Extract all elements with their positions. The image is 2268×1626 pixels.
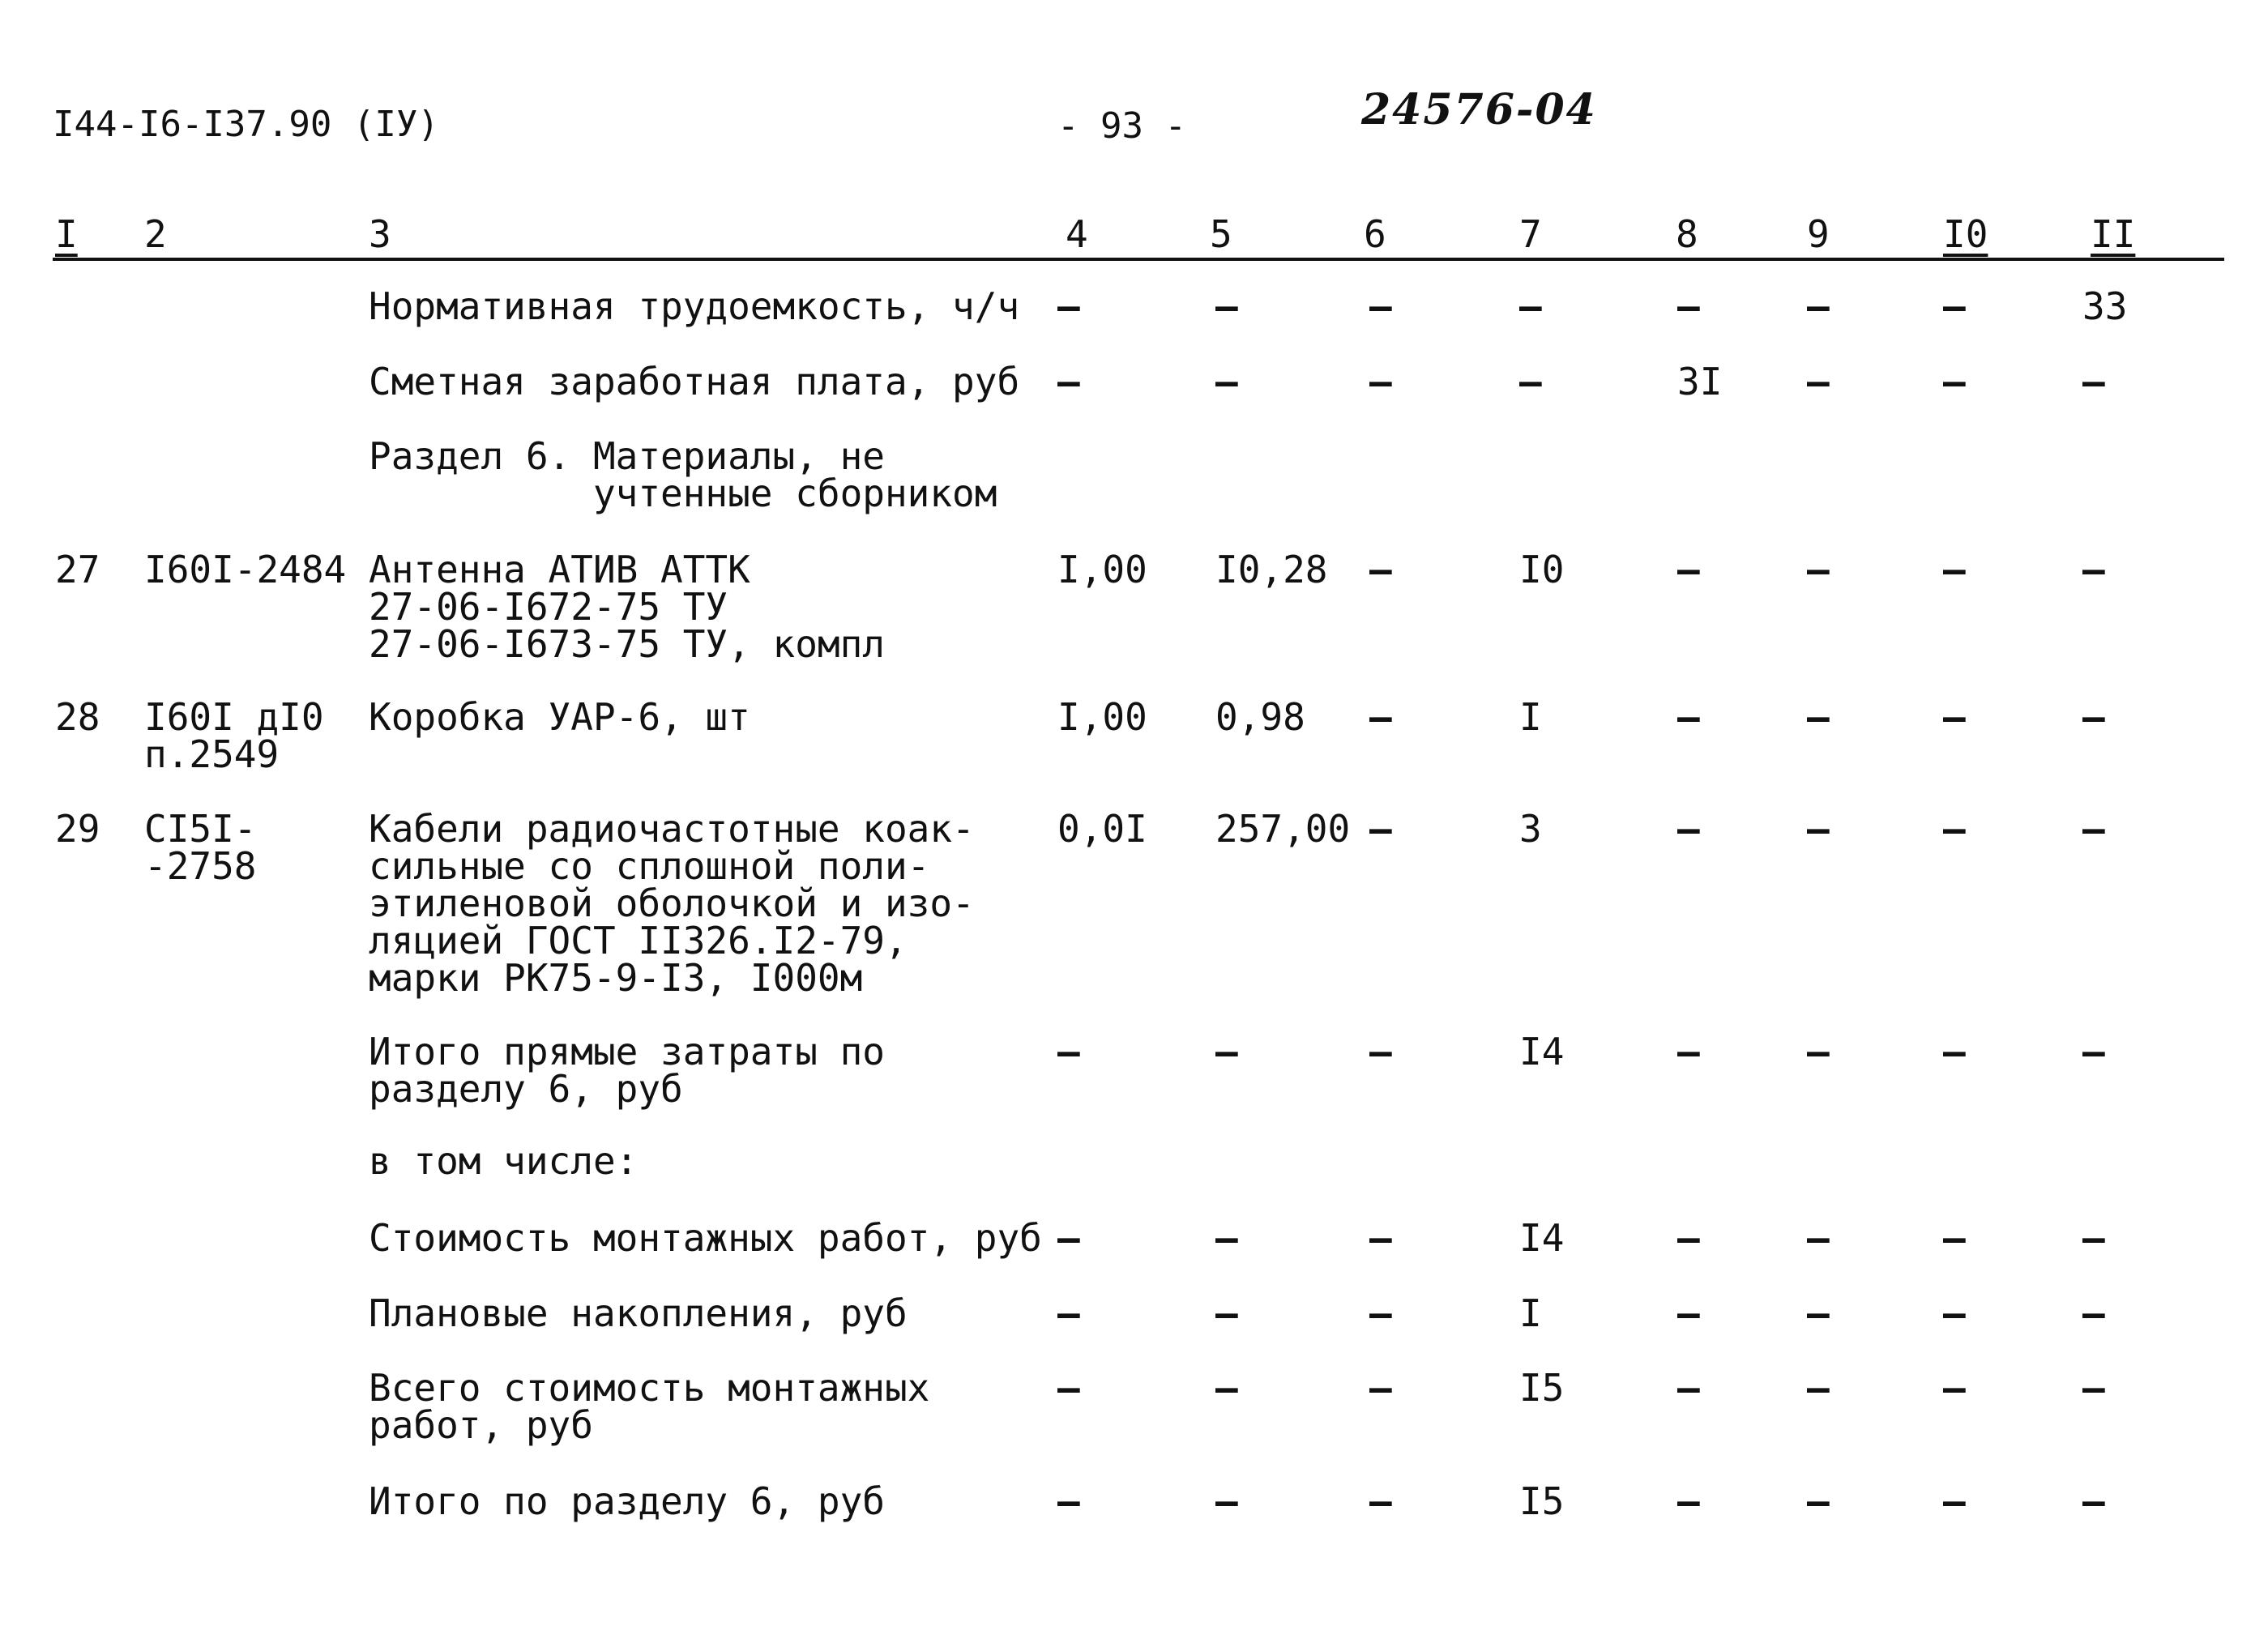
cell-col-8: 3I <box>1677 360 1723 403</box>
cell-col-6: – <box>1369 284 1392 328</box>
cell-col-7: – <box>1519 284 1542 328</box>
cell-col-5: 257,00 <box>1215 807 1351 851</box>
cell-col-11: – <box>2082 360 2105 403</box>
cell-col-4: – <box>1057 1291 1080 1335</box>
cell-col-10: – <box>1943 695 1966 739</box>
cell-col-8: – <box>1677 548 1700 591</box>
cell-col-4: 0,0I <box>1057 807 1147 851</box>
cell-col-1: 29 <box>55 807 100 851</box>
cell-col-11: – <box>2082 695 2105 739</box>
cell-col-9: – <box>1807 807 1830 851</box>
cell-col-3: Сметная заработная плата, руб <box>369 360 1020 403</box>
column-header-10: I0 <box>1943 212 1988 256</box>
column-header-7: 7 <box>1519 212 1542 256</box>
cell-col-6: – <box>1369 1291 1392 1335</box>
cell-col-8: – <box>1677 284 1700 328</box>
cell-col-6: – <box>1369 1216 1392 1260</box>
cell-col-9: – <box>1807 1291 1830 1335</box>
cell-col-10: – <box>1943 1030 1966 1073</box>
cell-col-8: – <box>1677 1366 1700 1410</box>
cell-col-8: – <box>1677 1030 1700 1073</box>
column-header-1: I <box>55 212 78 256</box>
cell-col-3: Итого по разделу 6, руб <box>369 1479 885 1523</box>
cell-col-7: I0 <box>1519 548 1565 591</box>
cell-col-4: – <box>1057 1030 1080 1073</box>
cell-col-7: I5 <box>1519 1479 1565 1523</box>
cell-col-3: Раздел 6. Материалы, не учтенные сборником <box>369 434 997 515</box>
cell-col-2: I60I-2484 <box>144 548 347 591</box>
cell-col-6: – <box>1369 807 1392 851</box>
cell-col-9: – <box>1807 360 1830 403</box>
cell-col-10: – <box>1943 284 1966 328</box>
cell-col-11: – <box>2082 1479 2105 1523</box>
cell-col-8: – <box>1677 1216 1700 1260</box>
cell-col-5: – <box>1215 1479 1238 1523</box>
cell-col-2: I60I дI0 п.2549 <box>144 695 324 776</box>
page-number: - 93 - <box>1057 105 1186 147</box>
cell-col-11: – <box>2082 807 2105 851</box>
cell-col-5: – <box>1215 1030 1238 1073</box>
cell-col-5: – <box>1215 284 1238 328</box>
cell-col-3: Кабели радиочастотные коак- сильные со сплошной поли- этиленовой оболочкой и изо- ляцией ГОСТ II326.I2-79, марки РК75-9-I3, I000м <box>369 807 975 1000</box>
cell-col-4: – <box>1057 1366 1080 1410</box>
cell-col-11: 33 <box>2082 284 2128 328</box>
cell-col-4: I,00 <box>1057 695 1147 739</box>
cell-col-10: – <box>1943 360 1966 403</box>
cell-col-7: – <box>1519 360 1542 403</box>
cell-col-5: I0,28 <box>1215 548 1328 591</box>
column-header-5: 5 <box>1210 212 1232 256</box>
column-header-4: 4 <box>1066 212 1088 256</box>
column-header-11: II <box>2091 212 2136 256</box>
cell-col-1: 27 <box>55 548 100 591</box>
column-header-6: 6 <box>1364 212 1386 256</box>
column-header-2: 2 <box>144 212 167 256</box>
cell-col-3: Плановые накопления, руб <box>369 1291 908 1335</box>
cell-col-9: – <box>1807 1030 1830 1073</box>
cell-col-7: I <box>1519 695 1542 739</box>
cell-col-3: Стоимость монтажных работ, руб <box>369 1216 1042 1260</box>
cell-col-11: – <box>2082 1291 2105 1335</box>
cell-col-5: – <box>1215 1366 1238 1410</box>
cell-col-6: – <box>1369 1030 1392 1073</box>
cell-col-10: – <box>1943 1366 1966 1410</box>
cell-col-11: – <box>2082 1366 2105 1410</box>
header-divider <box>53 258 2224 261</box>
cell-col-8: – <box>1677 1479 1700 1523</box>
cell-col-6: – <box>1369 1366 1392 1410</box>
cell-col-10: – <box>1943 1291 1966 1335</box>
cell-col-3: Антенна АТИВ АТТК 27-06-I672-75 ТУ 27-06-I673-75 ТУ, компл <box>369 548 885 666</box>
handwritten-document-number: 24576-04 <box>1361 85 1597 134</box>
cell-col-7: I <box>1519 1291 1542 1335</box>
cell-col-5: 0,98 <box>1215 695 1305 739</box>
cell-col-3: в том числе: <box>369 1139 639 1183</box>
cell-col-10: – <box>1943 807 1966 851</box>
column-header-3: 3 <box>369 212 391 256</box>
cell-col-8: – <box>1677 807 1700 851</box>
cell-col-9: – <box>1807 284 1830 328</box>
cell-col-5: – <box>1215 1216 1238 1260</box>
cell-col-9: – <box>1807 695 1830 739</box>
cell-col-3: Всего стоимость монтажных работ, руб <box>369 1366 930 1447</box>
column-header-8: 8 <box>1676 212 1698 256</box>
cell-col-7: I5 <box>1519 1366 1565 1410</box>
cell-col-11: – <box>2082 1216 2105 1260</box>
cell-col-2: CI5I- -2758 <box>144 807 257 888</box>
cell-col-4: – <box>1057 360 1080 403</box>
cell-col-9: – <box>1807 1366 1830 1410</box>
cell-col-3: Итого прямые затраты по разделу 6, руб <box>369 1030 885 1111</box>
cell-col-10: – <box>1943 1479 1966 1523</box>
cell-col-4: – <box>1057 1479 1080 1523</box>
cell-col-1: 28 <box>55 695 100 739</box>
cell-col-11: – <box>2082 548 2105 591</box>
column-header-9: 9 <box>1807 212 1830 256</box>
cell-col-6: – <box>1369 1479 1392 1523</box>
cell-col-5: – <box>1215 1291 1238 1335</box>
cell-col-7: 3 <box>1519 807 1542 851</box>
cell-col-10: – <box>1943 1216 1966 1260</box>
cell-col-10: – <box>1943 548 1966 591</box>
document-code: I44-I6-I37.90 (IУ) <box>53 104 439 145</box>
cell-col-3: Коробка УАР-6, шт <box>369 695 750 739</box>
cell-col-4: – <box>1057 284 1080 328</box>
cell-col-6: – <box>1369 548 1392 591</box>
cell-col-9: – <box>1807 548 1830 591</box>
cell-col-5: – <box>1215 360 1238 403</box>
cell-col-4: I,00 <box>1057 548 1147 591</box>
cell-col-11: – <box>2082 1030 2105 1073</box>
cell-col-7: I4 <box>1519 1216 1565 1260</box>
cell-col-3: Нормативная трудоемкость, ч/ч <box>369 284 1020 328</box>
cell-col-9: – <box>1807 1216 1830 1260</box>
cell-col-8: – <box>1677 695 1700 739</box>
cell-col-6: – <box>1369 360 1392 403</box>
cell-col-6: – <box>1369 695 1392 739</box>
cell-col-8: – <box>1677 1291 1700 1335</box>
cell-col-4: – <box>1057 1216 1080 1260</box>
cell-col-7: I4 <box>1519 1030 1565 1073</box>
cell-col-9: – <box>1807 1479 1830 1523</box>
